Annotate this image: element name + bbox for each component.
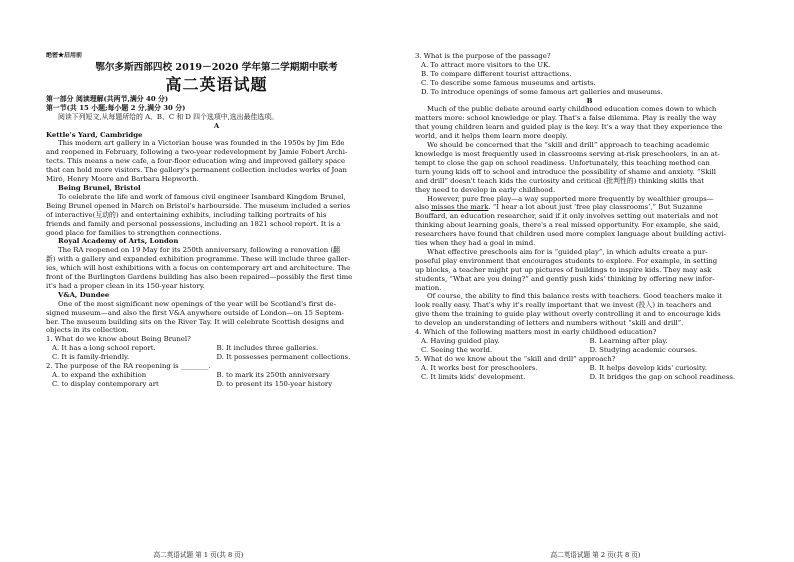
question-1-options-row — [46, 353, 387, 362]
page-footer: 高二英语试题 第 2 页(共 8 页) — [550, 551, 641, 559]
text-line: ties when they had a goal in mind. — [415, 239, 536, 248]
part-heading: 第一部分 阅读理解(共两节,满分 40 分) — [46, 94, 169, 103]
text-line: front of the Burlington Gardens building has also been repaired—possibly the first time — [46, 273, 353, 282]
text-line: ies, which will host exhibitions with a focus on contemporary art and architecture. The — [46, 264, 351, 273]
option-a[interactable]: A. To attract more visitors to the UK. — [421, 60, 551, 69]
passage-label: B — [586, 96, 593, 105]
text-line: turn young kids off to school and introduce the possibility of shame and anxiety. “Skill — [415, 167, 716, 176]
text-line: to develop an understanding of letters and numbers without “skill and drill”. — [415, 319, 684, 328]
option-d[interactable]: D. It bridges the gap on school readiness. — [589, 372, 736, 381]
page-footer: 高二英语试题 第 1 页(共 8 页) — [153, 551, 244, 559]
text-fragment: also — [415, 203, 432, 212]
page-2 — [397, 0, 794, 562]
text-line: Much of the public debate around early childhood education comes down to which — [427, 105, 717, 114]
text-line: friends and family and personal possessions, including an 1821 school report. It is a — [46, 219, 341, 228]
text-line: knowledge is most frequently used in classrooms serving at-risk preschoolers, in an at- — [415, 149, 720, 158]
text-line: matters more: school knowledge or play. That's a false dilemma. Play is really the way — [415, 114, 717, 123]
option-b[interactable]: B. It includes three galleries. — [216, 344, 319, 353]
text-line: up blocks, a teacher might put up pictures of buildings to inspire kids. They may ask — [415, 265, 712, 274]
option-a[interactable]: A. Having guided play. — [421, 337, 500, 345]
option-b[interactable]: B. To compare different tourist attractions. — [421, 69, 572, 78]
text-line — [415, 203, 764, 212]
option-a[interactable]: A. to expand the exhibition — [52, 371, 147, 379]
text-line: objects in its collection. — [46, 326, 129, 335]
option-c[interactable]: C. To describe some famous museums and artists. — [421, 78, 596, 87]
option-c[interactable]: C. It is family-friendly. — [52, 353, 130, 362]
text-line: that young children learn and guided play is the key. It's a way that they experience the — [415, 123, 723, 132]
text-line: We should be concerned that the “skill and drill” approach to teaching academic — [427, 141, 710, 150]
text-line: of interactive(互动的) and entertaining exhibits, including talking portraits of his — [46, 210, 327, 219]
option-b[interactable]: B. Learning after play. — [589, 337, 668, 345]
text-line: mation. — [415, 283, 442, 292]
heading-kettles-yard: Kettle's Yard, Cambridge — [46, 130, 143, 139]
subject-title: 高二英语试题 — [165, 74, 268, 94]
text-line: What effective preschools aim for is “guided play”, in which adults create a pur- — [427, 247, 708, 256]
question-1: 1. What do we know about Being Brunel? — [46, 335, 191, 344]
section-heading: 第一节(共 15 小题;每小题 2 分,满分 30 分) — [46, 103, 186, 112]
text-line: and reopened in February, following a two-year redevelopment by Jamie Fobert Archi- — [46, 148, 348, 157]
text-line: However, pure free play—a way supported more frequently by wealthier groups— — [427, 194, 714, 203]
question-2: 2. The purpose of the RA reopening is ________. — [46, 362, 211, 371]
paragraph-b4 — [415, 248, 764, 293]
text-line: it's had a proper clean in its 150-year history. — [46, 281, 205, 290]
instructions: 阅读下列短文,从每题所给的 A、B、C 和 D 四个选项中,选出最佳选项。 — [58, 112, 279, 121]
paragraph-va-dundee — [46, 300, 387, 336]
option-a[interactable]: A. It works best for preschoolers. — [421, 363, 538, 372]
paragraph-being-brunel — [46, 193, 387, 238]
option-c[interactable]: C. to display contemporary art — [52, 379, 159, 388]
text-fragment: . “I hear a lot about just ‘free play classrooms’,” But Suzanne — [488, 203, 703, 212]
text-line: 新) with a gallery and expanded exhibition programme. These will include three galler- — [46, 255, 351, 264]
option-c[interactable]: C. It limits kids' development. — [421, 372, 526, 381]
text-line: they need to develop in early childhood. — [415, 185, 556, 194]
paragraph-b5 — [415, 292, 764, 328]
question-3: 3. What is the purpose of the passage? — [415, 52, 551, 60]
text-line: signed museum—and also the first V&A anywhere outside of London—on 15 Septem- — [46, 308, 344, 317]
option-a[interactable]: A. It has a long school report. — [52, 344, 156, 353]
text-line: look really easy. That's why it's really important that we invest (投入) in teachers and — [415, 301, 712, 310]
question-4-options-row — [415, 346, 764, 355]
passage-label: A — [213, 121, 220, 130]
paragraph-b3 — [415, 195, 764, 248]
underlined-phrase: misses the mark — [431, 203, 489, 212]
option-d[interactable]: D. To introduce openings of some famous art galleries and museums. — [421, 87, 663, 96]
question-1-options-row — [46, 344, 387, 353]
text-line: researchers have found that children used more complex language about building activi- — [415, 230, 726, 239]
secret-label: 绝密★启用前 — [46, 52, 83, 59]
paragraph-royal-academy — [46, 246, 387, 291]
heading-royal-academy: Royal Academy of Arts, London — [58, 237, 179, 246]
text-line: tempt to close the gap on school readiness. Unfortunately, this teaching method can — [415, 158, 710, 167]
text-line: good place for families to strengthen connections. — [46, 228, 222, 237]
question-5: 5. What do we know about the “skill and drill” approach? — [415, 354, 616, 363]
option-d[interactable]: D. Studying academic courses. — [589, 345, 698, 354]
question-2-options-row — [46, 380, 387, 389]
option-b[interactable]: B. It helps develop kids' curiosity. — [589, 363, 707, 372]
option-d[interactable]: D. It possesses permanent collections. — [216, 353, 351, 362]
paragraph-b1 — [415, 105, 764, 141]
text-line: To celebrate the life and work of famous civil engineer Isambard Kingdom Brunel, — [58, 192, 346, 201]
heading-being-brunel: Being Brunel, Bristol — [58, 183, 141, 192]
heading-va-dundee: V&A, Dundee — [58, 290, 110, 299]
text-line: This modern art gallery in a Victorian house was founded in the 1950s by Jim Ede — [58, 139, 345, 148]
question-5-options-row — [415, 373, 764, 382]
exam-title: 鄂尔多斯西部四校 2019－2020 学年第二学期期中联考 — [95, 61, 338, 73]
question-4-options-row — [415, 337, 764, 346]
question-4: 4. Which of the following matters most in early childhood education? — [415, 328, 657, 337]
text-line: give them the training to guide play without overly controlling it and to encourage kids — [415, 310, 721, 319]
question-5-options-row — [415, 364, 764, 373]
option-c[interactable]: C. Seeing the world. — [421, 345, 493, 354]
text-line: world, and it helps them learn more deeply. — [415, 132, 568, 141]
option-d[interactable]: D. to present its 150-year history — [216, 379, 333, 388]
paragraph-b2 — [415, 141, 764, 194]
text-line: The RA reopened on 19 May for its 250th anniversary, following a renovation (翻 — [58, 246, 340, 255]
text-line: that can hold more visitors. The gallery's permanent collection includes works of Joan — [46, 166, 347, 175]
text-line: thinking about learning goals, there's a real missed opportunity. For example, she said, — [415, 221, 721, 230]
question-2-options-row — [46, 371, 387, 380]
text-line: Bouffard, an education researcher, said if it only involves setting out materials and not — [415, 212, 719, 221]
text-line: and drill” doesn't teach kids the curiosity and critical (批判性的) thinking skills that — [415, 176, 704, 185]
paragraph-kettles-yard — [46, 139, 387, 184]
option-b[interactable]: B. to mark its 250th anniversary — [216, 371, 330, 379]
text-line: ber. The museum building sits on the River Tay. It will celebrate Scottish designs and — [46, 317, 345, 326]
text-line: Of course, the ability to find this balance rests with teachers. Good teachers make it — [427, 292, 723, 301]
text-line: students, “What are you doing?” and gently push kids' thinking by offering new infor- — [415, 274, 715, 283]
text-line: Being Brunel opened in March on Bristol's harbourside. The museum included a series — [46, 201, 351, 210]
text-line: poseful play environment that encourages students to explore. For example, in setting — [415, 256, 718, 265]
text-line: One of the most significant new openings of the year will be Scotland's first de- — [58, 299, 336, 308]
text-line: tects. This means a new cafe, a four-floor education wing and improved gallery space — [46, 157, 346, 166]
text-line: Miró, Henry Moore and Barbara Hepworth. — [46, 175, 199, 184]
